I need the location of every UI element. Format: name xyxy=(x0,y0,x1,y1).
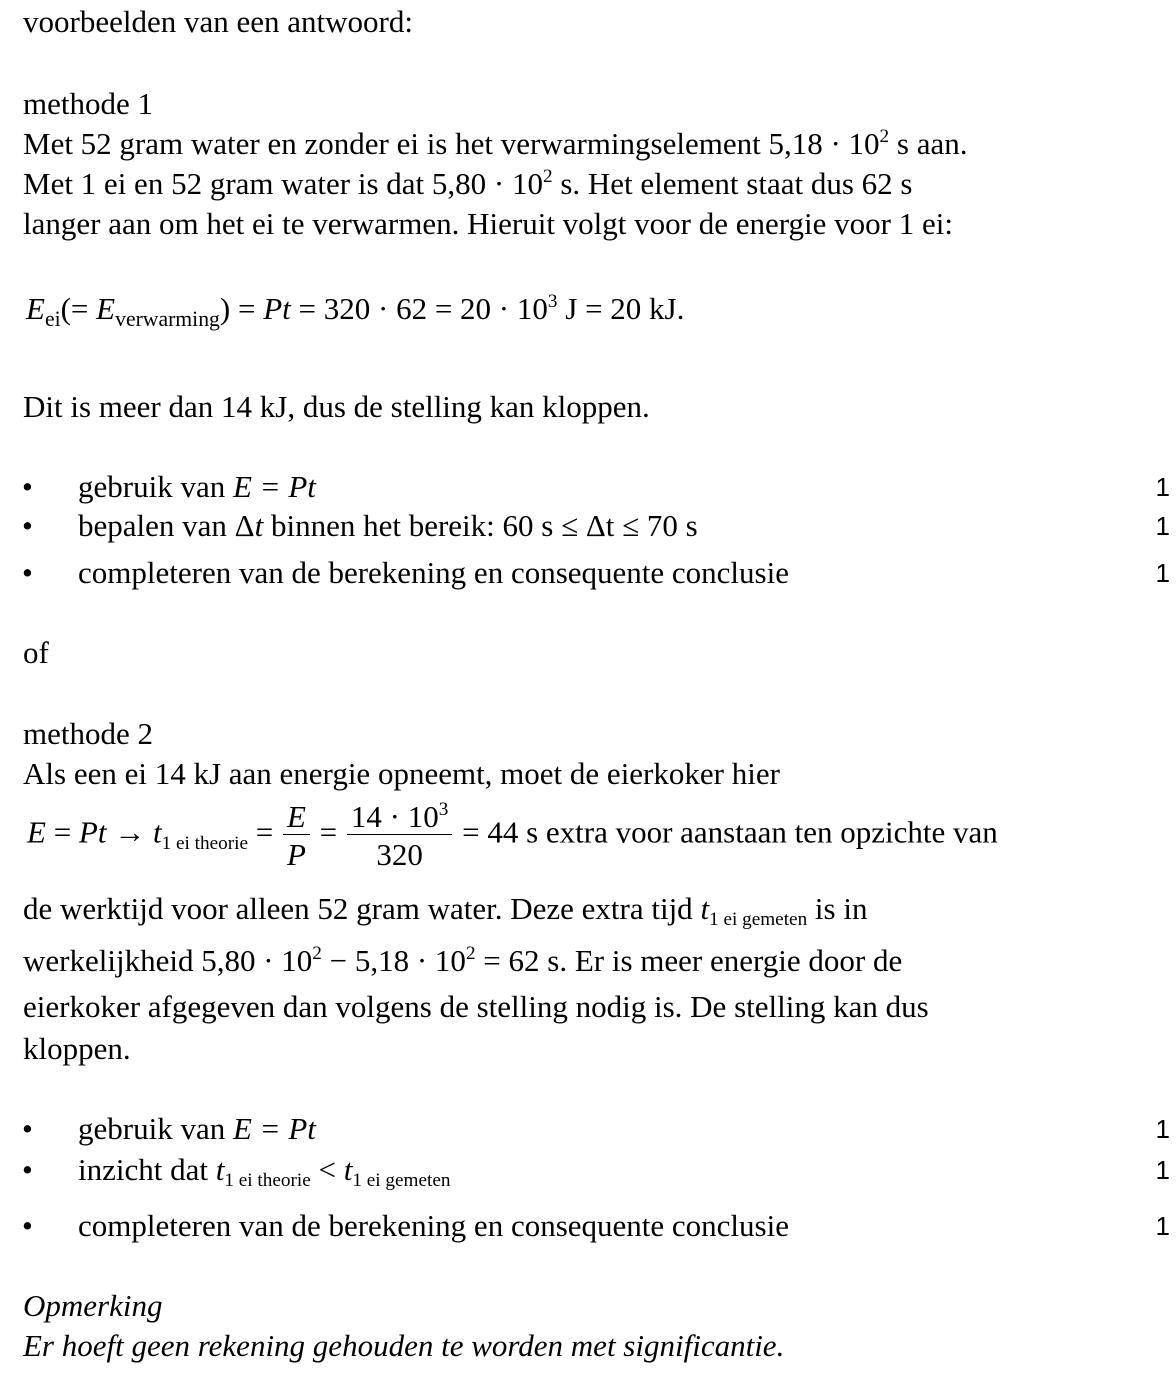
criterion-bullet: • xyxy=(22,1152,33,1187)
method2-heading: methode 2 xyxy=(23,716,153,751)
fraction-e-over-p: $\frac{E}{P}$ xyxy=(283,801,310,870)
method2-line5: eierkoker afgegeven dan volgens de stelling nodig is. De stelling kan dus xyxy=(23,989,929,1024)
method2-formula: E = Pt → t1 ei theorie = $\frac{E}{P}$ = $\frac{14 \cdot 10^3}{320}$ = 44 s extra voor aanstaan ten opzichte van xyxy=(27,799,998,872)
method1-heading: methode 1 xyxy=(23,86,153,121)
score-value: 1 xyxy=(1155,511,1170,541)
remark-text: Er hoeft geen rekening gehouden te worden met significantie. xyxy=(23,1328,785,1363)
score-value: 1 xyxy=(1155,472,1170,502)
criterion-bullet: • xyxy=(22,555,33,590)
method1-line3: langer aan om het ei te verwarmen. Hieruit volgt voor de energie voor 1 ei: xyxy=(23,206,953,241)
method2-line1: Als een ei 14 kJ aan energie opneemt, moet de eierkoker hier xyxy=(23,756,780,791)
method2-criterion-2: inzicht dat t1 ei theorie < t1 ei gemeten xyxy=(78,1152,451,1192)
method1-criterion-3: completeren van de berekening en consequente conclusie xyxy=(78,555,789,590)
fraction-energy-over-power: $\frac{14 \cdot 10^3}{320}$ xyxy=(347,801,452,870)
method1-criterion-2: bepalen van Δt binnen het bereik: 60 s ≤ Δt ≤ 70 s xyxy=(78,508,698,543)
method1-formula: $E_{ei}(= E_{verwarming}) = Pt = 320 \cdot 62 = 20 \cdot 10^3$ J = 20 kJ. xyxy=(26,291,685,331)
or-separator: of xyxy=(23,635,49,670)
criterion-bullet: • xyxy=(22,1111,33,1146)
criterion-bullet: • xyxy=(22,469,33,504)
method2-criterion-1: gebruik van E = Pt xyxy=(78,1111,316,1146)
score-value: 1 xyxy=(1155,1114,1170,1144)
score-value: 1 xyxy=(1155,1155,1170,1185)
remark-heading: Opmerking xyxy=(23,1288,163,1323)
method2-line6: kloppen. xyxy=(23,1031,131,1066)
criterion-bullet: • xyxy=(22,1208,33,1243)
method1-line2: Met 1 ei en 52 gram water is dat $5,80 \cdot 10^2$ s. Het element staat dus 62 s xyxy=(23,166,913,201)
method2-criterion-3: completeren van de berekening en consequente conclusie xyxy=(78,1208,789,1243)
method1-criterion-1: gebruik van E = Pt xyxy=(78,469,316,504)
method2-line3: de werktijd voor alleen 52 gram water. Deze extra tijd t1 ei gemeten is in xyxy=(23,891,868,931)
score-value: 1 xyxy=(1155,1211,1170,1241)
method1-line1: Met 52 gram water en zonder ei is het verwarmingselement $5,18 \cdot 10^2$ s aan. xyxy=(23,126,968,161)
intro-text: voorbeelden van een antwoord: xyxy=(23,4,413,39)
method1-conclusion: Dit is meer dan 14 kJ, dus de stelling kan kloppen. xyxy=(23,389,650,424)
score-value: 1 xyxy=(1155,558,1170,588)
method2-line4: werkelijkheid $5,80 \cdot 10^2 - 5,18 \cdot 10^2 = 62$ s. Er is meer energie door de xyxy=(23,943,903,978)
criterion-bullet: • xyxy=(22,508,33,543)
